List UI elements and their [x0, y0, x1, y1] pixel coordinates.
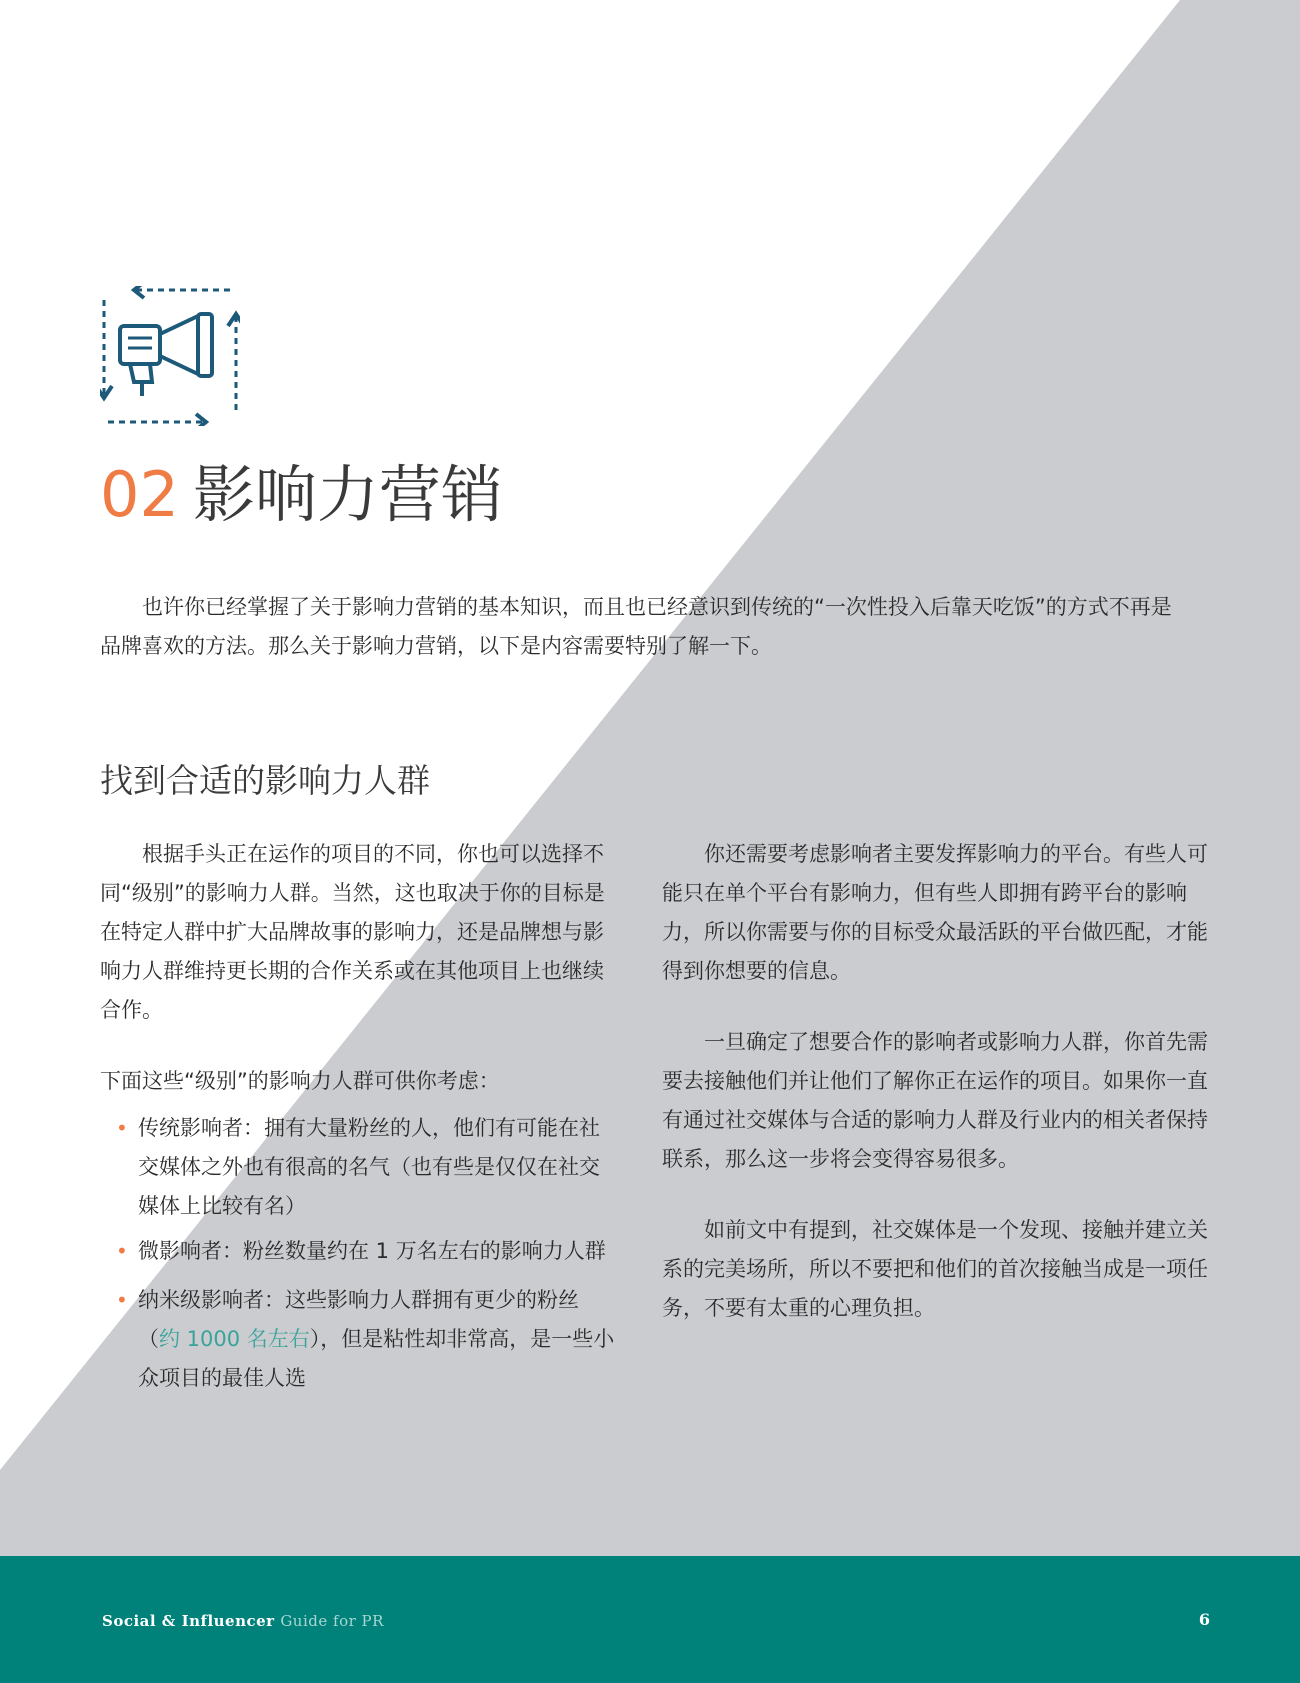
list-item [100, 1232, 620, 1271]
left-paragraph-1: 根据手头正在运作的项目的不同，你也可以选择不同“级别”的影响力人群。当然，这也取决于你的目标是在特定人群中扩大品牌故事的影响力，还是品牌想与影响力人群维持更长期的合作关系或在其他项目上也继续合作。 [100, 842, 605, 1022]
intro-paragraph: 也许你已经掌握了关于影响力营销的基本知识，而且也已经意识到传统的“一次性投入后靠天吃饭”的方式不再是品牌喜欢的方法。那么关于影响力营销，以下是内容需要特别了解一下。 [100, 595, 1172, 658]
megaphone-icon [100, 286, 240, 426]
bullet-icon: • [116, 1239, 128, 1263]
influencer-tier-list [100, 1109, 620, 1398]
left-paragraph-2: 下面这些“级别”的影响力人群可供你考虑： [100, 1069, 500, 1093]
right-paragraph-1: 你还需要考虑影响者主要发挥影响力的平台。有些人可能只在单个平台有影响力，但有些人即拥有跨平台的影响力，所以你需要与你的目标受众最活跃的平台做匹配，才能得到你想要的信息。 [662, 842, 1208, 983]
list-item-text: 纳米级影响者：这些影响力人群拥有更少的粉丝（ [138, 1288, 579, 1351]
left-column [100, 835, 620, 1404]
page-title [100, 455, 503, 535]
list-item [100, 1109, 620, 1226]
section-heading: 找到合适的影响力人群 [100, 761, 430, 800]
right-column [662, 835, 1222, 1328]
list-item [100, 1281, 620, 1398]
right-paragraph-3: 如前文中有提到，社交媒体是一个发现、接触并建立关系的完美场所，所以不要把和他们的首次接触当成是一项任务，不要有太重的心理负担。 [662, 1218, 1208, 1320]
footer-brand-bold: Social & Influencer [102, 1612, 275, 1630]
footer-brand [102, 1612, 384, 1630]
footer-brand-light: Guide for PR [280, 1612, 384, 1630]
bullet-icon: • [116, 1288, 128, 1312]
list-item-text: 传统影响者：拥有大量粉丝的人，他们有可能在社交媒体之外也有很高的名气（也有些是仅仅在社交媒体上比较有名） [138, 1116, 600, 1218]
right-paragraph-2: 一旦确定了想要合作的影响者或影响力人群，你首先需要去接触他们并让他们了解你正在运作的项目。如果你一直有通过社交媒体与合适的影响力人群及行业内的相关者保持联系，那么这一步将会变得容易很多。 [662, 1030, 1208, 1171]
list-item-text: 微影响者：粉丝数量约在 1 万名左右的影响力人群 [138, 1239, 606, 1263]
bullet-icon: • [116, 1116, 128, 1140]
list-item-text: ），但是粘性却非常高，是一些小众项目的最佳人选 [138, 1327, 615, 1390]
section-number: 02 [100, 458, 179, 531]
page-number: 6 [1198, 1610, 1210, 1629]
highlight-text: 约 1000 名左右 [159, 1327, 310, 1351]
title-text: 影响力营销 [192, 458, 503, 531]
